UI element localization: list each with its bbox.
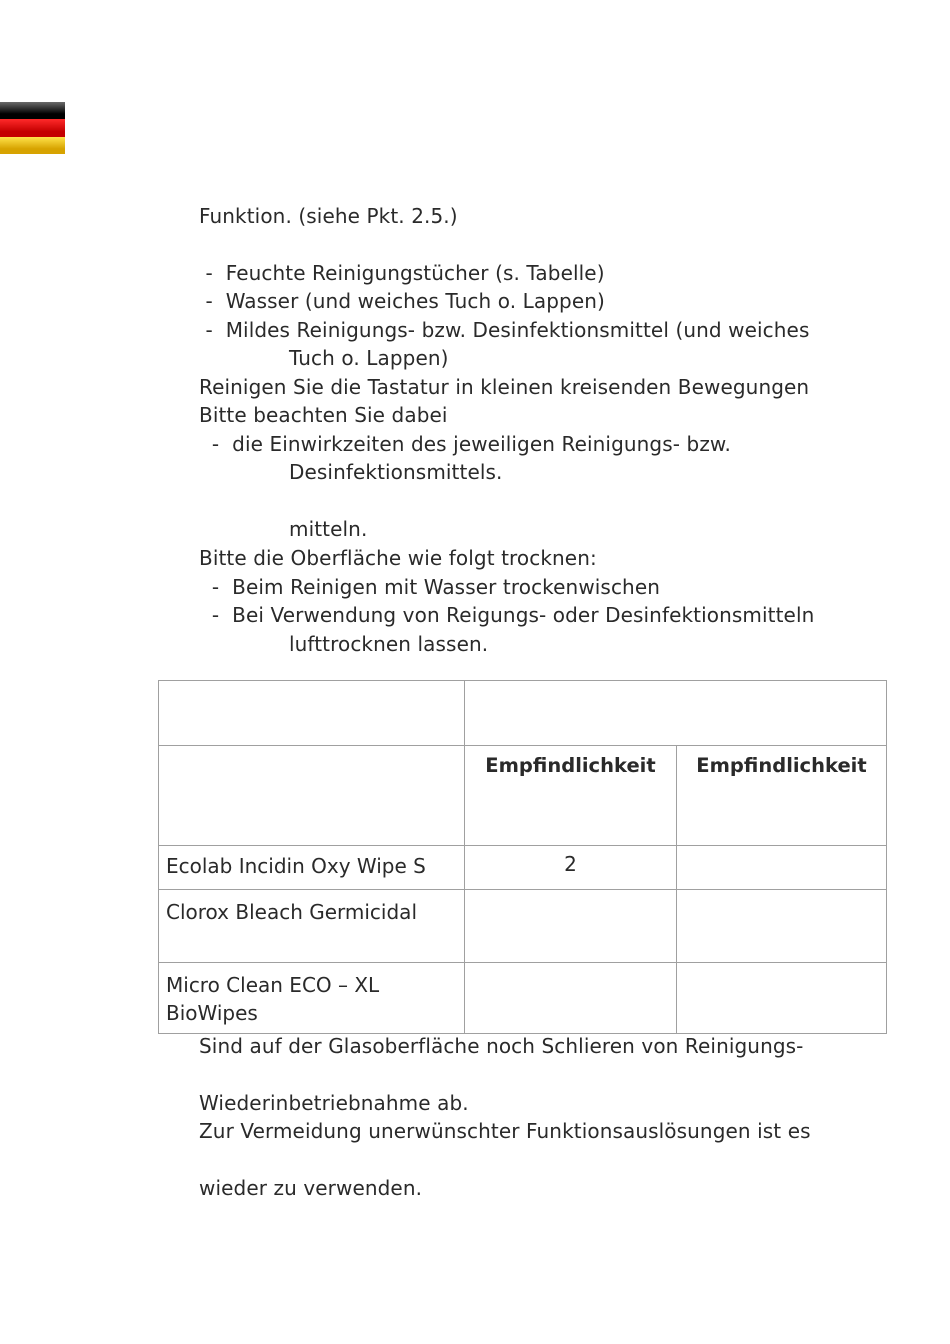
table-cell-product: Micro Clean ECO – XL BioWipes bbox=[159, 963, 465, 1034]
table-row bbox=[159, 963, 887, 1034]
cleaning-option-detergent-cont: Tuch o. Lappen) bbox=[289, 346, 449, 370]
flag-stripe-gold bbox=[0, 137, 65, 154]
cleaning-option-detergent: - Mildes Reinigungs- bzw. Desinfektionsmittel (und weiches bbox=[199, 318, 810, 342]
note-intro: Bitte beachten Sie dabei bbox=[199, 403, 448, 427]
outro-avoid-trigger: Zur Vermeidung unerwünschter Funktionsauslösungen ist es bbox=[199, 1119, 811, 1143]
table-cell-empty bbox=[159, 681, 465, 746]
dry-bullet-detergent: - Bei Verwendung von Reigungs- oder Desinfektionsmitteln bbox=[199, 603, 815, 627]
table-cell-value bbox=[677, 890, 887, 963]
outro-reuse: wieder zu verwenden. bbox=[199, 1176, 423, 1200]
cleaning-option-water: - Wasser (und weiches Tuch o. Lappen) bbox=[199, 289, 605, 313]
clean-instruction: Reinigen Sie die Tastatur in kleinen kreisenden Bewegungen bbox=[199, 375, 810, 399]
table-header-row-top bbox=[159, 681, 887, 746]
table-row bbox=[159, 890, 887, 963]
table-cell-value bbox=[677, 963, 887, 1034]
note-bullet-cont: Desinfektionsmittels. bbox=[289, 460, 503, 484]
cleaning-agents-table bbox=[158, 680, 887, 1034]
table-cell-empty bbox=[465, 681, 887, 746]
table-cell-product: Clorox Bleach Germicidal bbox=[159, 890, 465, 963]
flag-stripe-red bbox=[0, 119, 65, 136]
dry-intro: Bitte die Oberfläche wie folgt trocknen: bbox=[199, 546, 597, 570]
table-row bbox=[159, 846, 887, 890]
table-cell-value bbox=[677, 846, 887, 890]
dry-bullet-water: - Beim Reinigen mit Wasser trockenwischen bbox=[199, 575, 661, 599]
note-bullet: - die Einwirkzeiten des jeweiligen Reinigungs- bzw. bbox=[199, 432, 731, 456]
flag-stripe-black bbox=[0, 102, 65, 119]
table-header-sensitivity-1: Empfindlichkeit bbox=[465, 746, 677, 846]
dry-bullet-detergent-cont: lufttrocknen lassen. bbox=[289, 632, 489, 656]
mitteln-line: mitteln. bbox=[289, 517, 368, 541]
table-cell-value: 2 bbox=[465, 846, 677, 890]
table-cell-value bbox=[465, 963, 677, 1034]
outro-streaks: Sind auf der Glasoberfläche noch Schlieren von Reinigungs- bbox=[199, 1034, 804, 1058]
table-cell-empty bbox=[159, 746, 465, 846]
intro-function-ref: Funktion. (siehe Pkt. 2.5.) bbox=[199, 204, 458, 228]
outro-restart: Wiederinbetriebnahme ab. bbox=[199, 1091, 469, 1115]
table-cell-value bbox=[465, 890, 677, 963]
table-header-sensitivity-2: Empfindlichkeit bbox=[677, 746, 887, 846]
table-header-row bbox=[159, 746, 887, 846]
table-cell-product: Ecolab Incidin Oxy Wipe S bbox=[159, 846, 465, 890]
cleaning-option-wipes: - Feuchte Reinigungstücher (s. Tabelle) bbox=[199, 261, 605, 285]
germany-flag-icon bbox=[0, 102, 65, 154]
